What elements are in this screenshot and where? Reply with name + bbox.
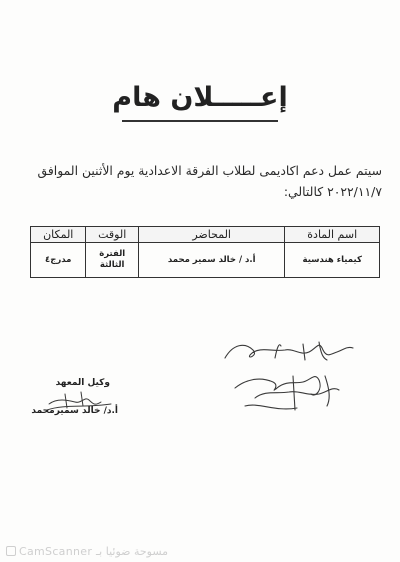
header-place: المكان	[31, 227, 86, 243]
header-subject: اسم المادة	[285, 227, 380, 243]
cell-time-line1: الفترة	[99, 249, 126, 259]
title-underline	[122, 120, 278, 122]
camscanner-icon	[6, 546, 16, 556]
handwritten-signature	[215, 336, 365, 426]
header-time: الوقت	[86, 227, 138, 243]
cell-time	[86, 243, 138, 278]
cell-time-line2: الثالثة	[99, 260, 125, 270]
watermark-text: CamScanner ﻣﺴﻮﺣﺔ ﺿﻮﺋﻴﺎ ﺑـ	[19, 545, 169, 558]
signatory-name: أ.د/ خالد سميرمحمد	[31, 406, 118, 416]
schedule-table	[30, 226, 380, 278]
cell-lecturer: أ.د / خالد سمير محمد	[138, 243, 285, 278]
cell-subject: كيمياء هندسية	[285, 243, 380, 278]
cell-place: مدرج٤	[31, 243, 86, 278]
announcement-text: سيتم عمل دعم اكاديمى لطلاب الفرقة الاعدادية يوم الأثنين الموافق ٢٠٢٢/١١/٧ كالتالي:	[37, 163, 382, 199]
page-title: إعـــــلان هام	[112, 82, 288, 113]
signatory-role: وكيل المعهد	[55, 378, 110, 388]
scanner-watermark	[6, 545, 236, 558]
table-header-row	[31, 227, 380, 243]
table-row	[31, 243, 380, 278]
header-lecturer: المحاضر	[138, 227, 285, 243]
